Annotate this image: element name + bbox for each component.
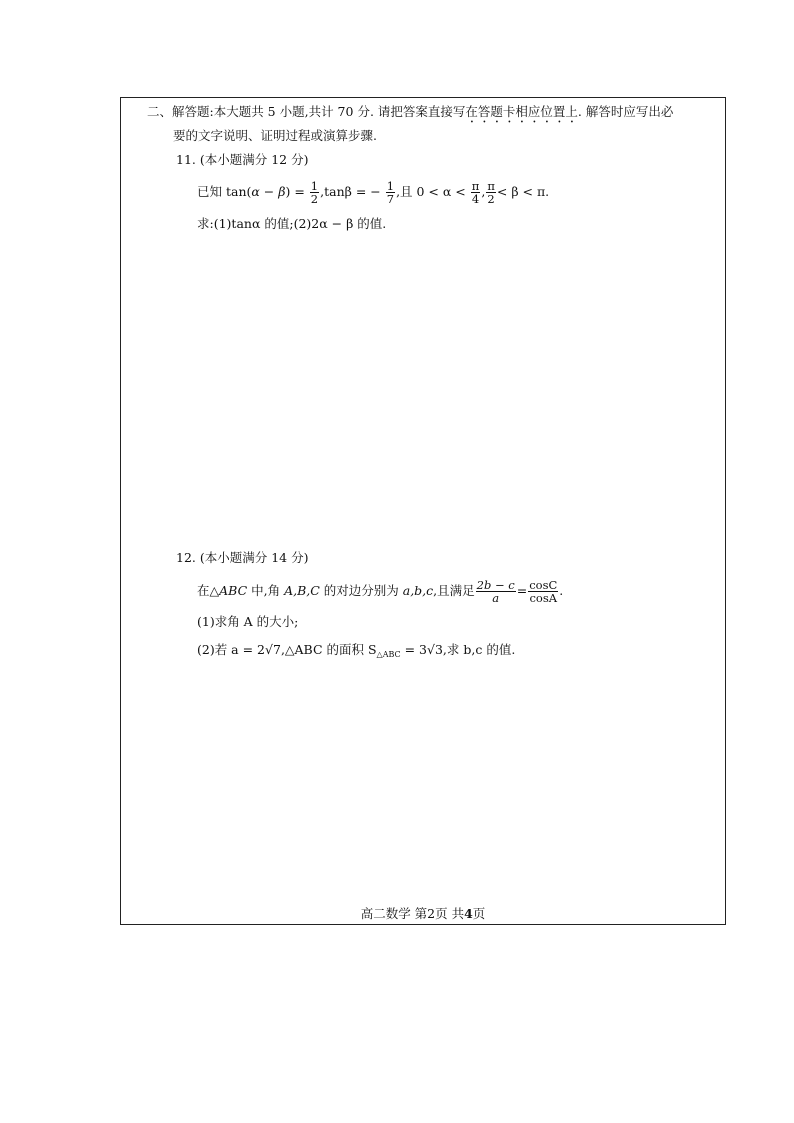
q12-text: 的对边分别为 [319,583,403,598]
q12-period: . [559,583,564,598]
q12-text: 在△ [197,583,220,598]
question-11-ask: 求:(1)tanα 的值;(2)2α − β 的值. [197,216,387,231]
section-heading-text: 二、解答题:本大题共 5 小题,共计 70 分. 请把答案直接写 [147,104,466,119]
q11-text: ) = [285,184,305,199]
footer-text-end: 页 [472,906,486,921]
section-heading-line2: 要的文字说明、证明过程或演算步骤. [173,128,377,143]
numerator: 1 [310,179,319,193]
numerator: 1 [386,179,395,193]
answer-sheet-frame [120,97,726,925]
q12-text: ,且满足 [433,583,475,598]
denominator: 4 [471,192,480,206]
fraction-one-seventh [386,180,395,205]
area-subscript: △ABC [376,650,401,659]
page-footer [121,904,725,922]
q12-angles: A,B,C [284,583,320,598]
q12-text: (2)若 a = 2 [197,642,266,657]
fraction-one-half [310,180,319,205]
question-11-header: 11. (本小题满分 12 分) [176,152,309,167]
q11-text: , [481,184,486,199]
question-11-given [197,178,549,206]
denominator: 2 [310,192,319,206]
question-12-part1: (1)求角 A 的大小; [197,614,299,629]
section-heading-emphasis: 在答题卡相应位置上 [465,104,578,119]
q12-text: ,△ABC 的面积 S [280,642,377,657]
numerator: cosC [529,578,558,592]
q11-text: < β < π. [496,184,550,199]
section-heading [147,104,673,126]
sqrt-7: √7 [265,642,281,657]
numerator: π [487,179,495,193]
denominator: a [492,591,500,605]
q12-equals: = [516,583,528,598]
fraction-pi-over-4 [471,180,481,205]
numerator: 2b − c [476,578,515,592]
q11-alpha-beta: α − β [251,184,286,199]
q12-text: = 3 [400,642,427,657]
footer-text: 高二数学 第2页 共 [360,906,465,921]
fraction-pi-over-2 [486,180,496,205]
q12-text: 中,角 [247,583,285,598]
q12-text: ,求 b,c 的值. [442,642,516,657]
q12-sides: a,b,c [402,583,434,598]
q11-text: ,且 0 < α < [396,184,466,199]
q11-text: ,tanβ = − [320,184,381,199]
question-12-header: 12. (本小题满分 14 分) [176,550,309,565]
denominator: 2 [487,192,495,206]
sqrt-3: √3 [427,642,443,657]
q12-triangle-name: ABC [219,583,248,598]
denominator: 7 [386,192,395,206]
question-12-part2 [197,642,515,663]
q11-text: 已知 tan( [197,184,252,199]
footer-total-pages: 4 [464,906,473,921]
question-12-statement [197,576,563,606]
fraction-cosC-over-cosA [528,579,558,604]
fraction-2b-minus-c-over-a [476,579,516,604]
denominator: cosA [529,591,558,605]
numerator: π [471,179,480,193]
section-heading-text-end: . 解答时应写出必 [577,104,674,119]
